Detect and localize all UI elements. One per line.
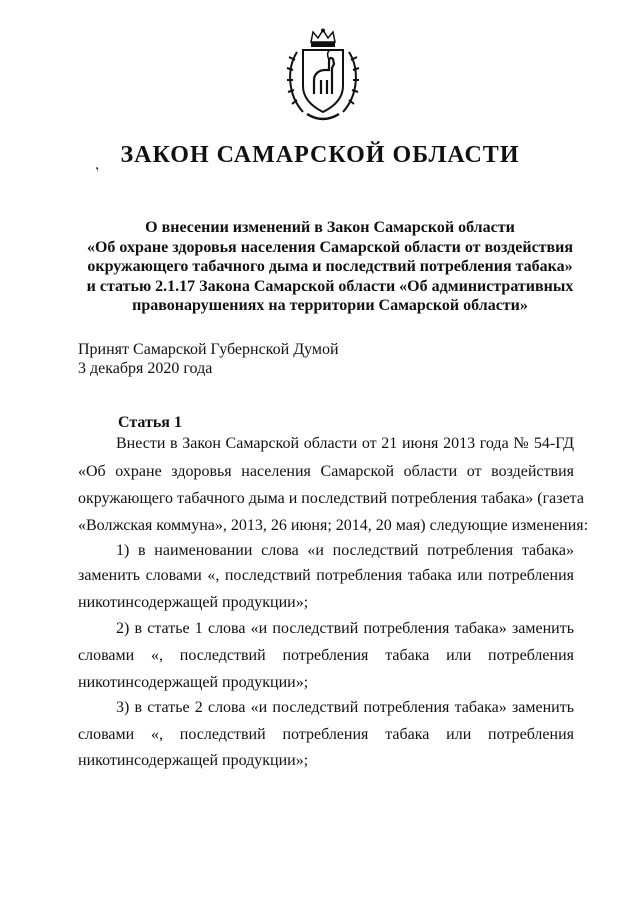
body-line: никотинсодержащей продукции»; (78, 752, 309, 769)
subtitle-line: окружающего табачного дыма и последствий потребления табака» (87, 258, 573, 275)
subtitle-line: «Об охране здоровья населения Самарской области от воздействия (86, 238, 574, 256)
body-line: 3) в статье 2 слова «и последствий потребления табака» заменить (116, 699, 574, 716)
body-line: заменить словами «, последствий потребления табака или потребления (78, 567, 574, 584)
law-title: ЗАКОН САМАРСКОЙ ОБЛАСТИ (120, 142, 520, 168)
adoption-info (78, 340, 339, 378)
body-line: словами «, последствий потребления табака или потребления (78, 726, 574, 743)
adoption-date: 3 декабря 2020 года (78, 360, 213, 377)
body-line: 2) в статье 1 слова «и последствий потребления табака» заменить (116, 620, 574, 637)
adopted-by: Принят Самарской Губернской Думой (78, 341, 339, 358)
subtitle-line: и статью 2.1.17 Закона Самарской области «Об административных (86, 277, 574, 295)
body-line: окружающего табачного дыма и последствий потребления табака» (газета (78, 490, 584, 507)
subtitle-line: правонарушениях на территории Самарской области» (132, 297, 528, 314)
body-line: 1) в наименовании слова «и последствий потребления табака» (116, 542, 574, 559)
body-line: словами «, последствий потребления табака или потребления (78, 647, 574, 664)
article-heading: Статья 1 (118, 414, 182, 431)
coat-of-arms-emblem (283, 28, 363, 126)
margin-mark: , (90, 158, 101, 173)
subtitle-line: О внесении изменений в Закон Самарской области (145, 219, 515, 236)
body-line: никотинсодержащей продукции»; (78, 674, 309, 691)
body-line: «Волжская коммуна», 2013, 26 июня; 2014, 20 мая) следующие изменения: (78, 517, 589, 534)
body-line: «Об охране здоровья населения Самарской области от воздействия (78, 463, 574, 480)
law-subtitle (60, 218, 600, 316)
body-line: никотинсодержащей продукции»; (78, 594, 309, 611)
body-line: Внести в Закон Самарской области от 21 июня 2013 года № 54-ГД (116, 435, 574, 452)
